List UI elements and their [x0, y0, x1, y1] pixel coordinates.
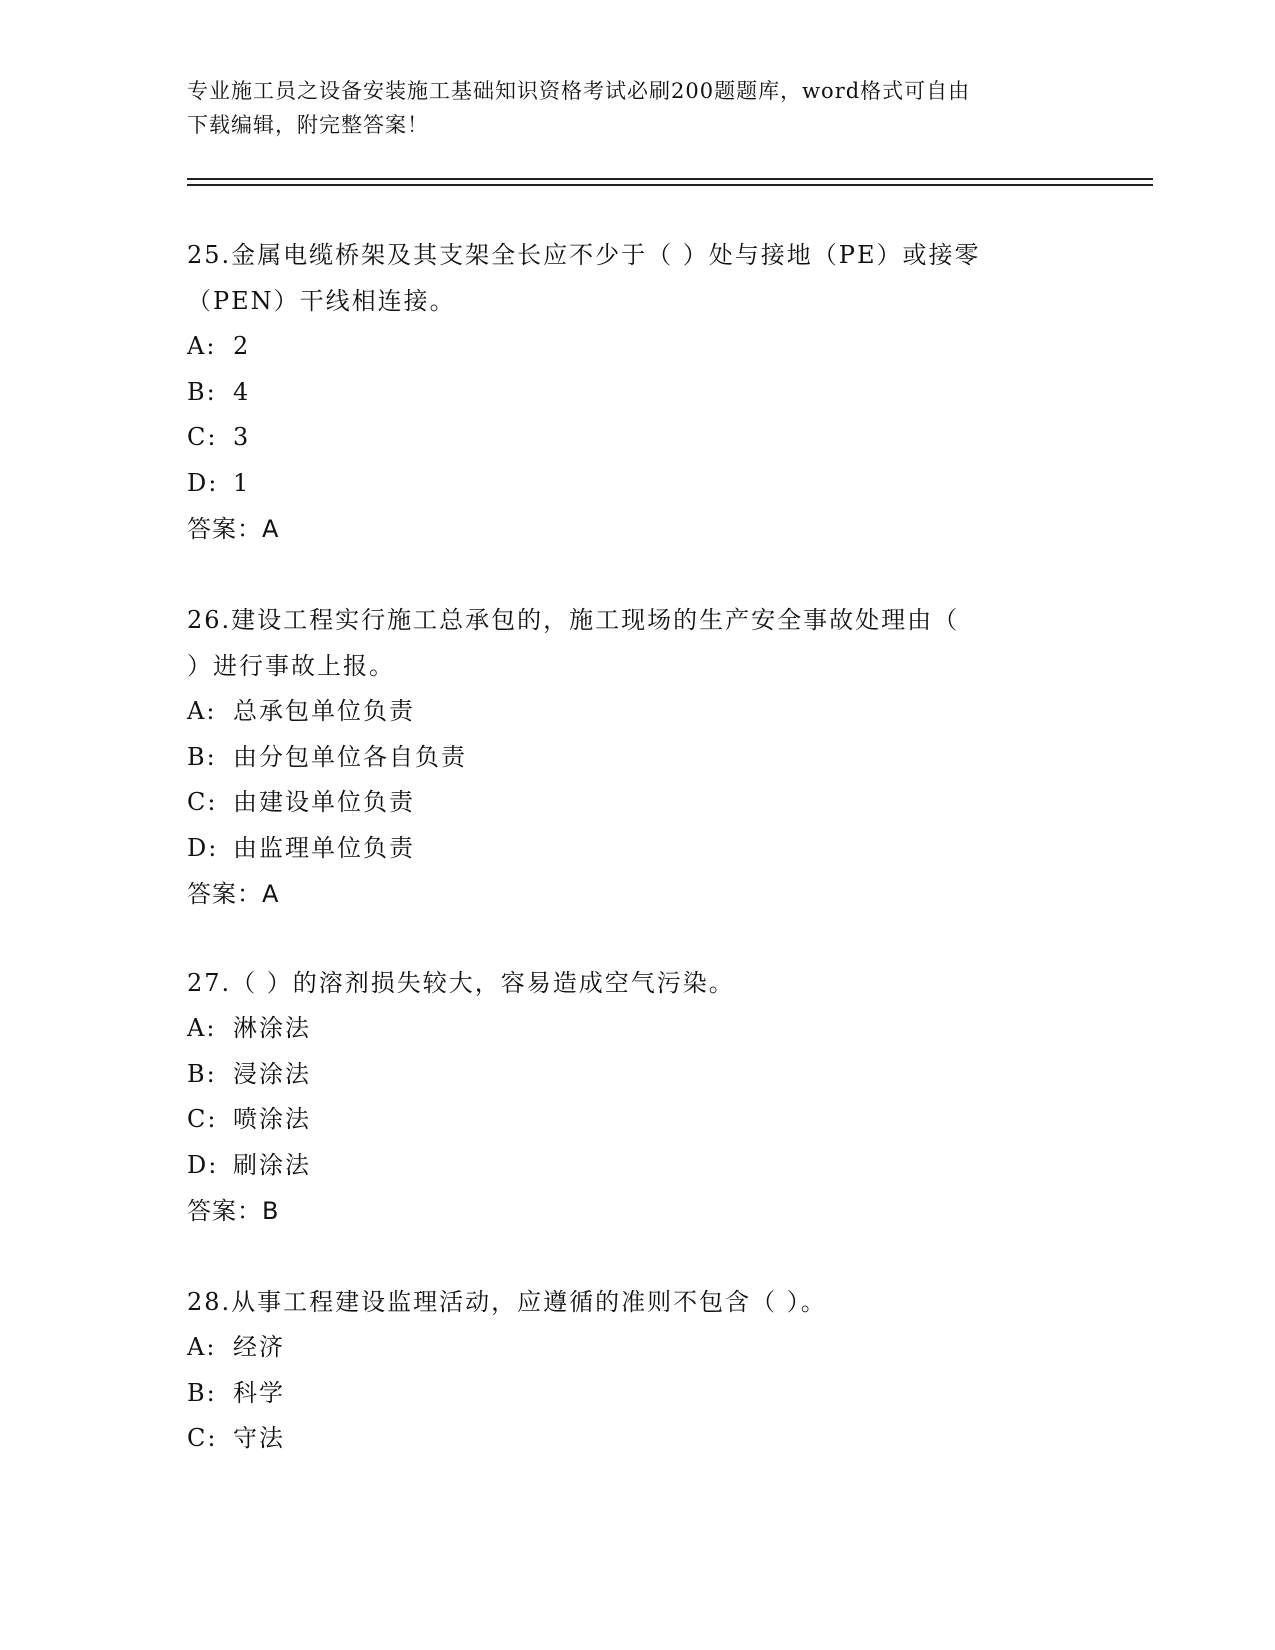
question-27 [187, 960, 1087, 1234]
header-line-2: 下载编辑，附完整答案！ [187, 113, 429, 137]
answer-label: 答案：A [187, 515, 280, 543]
option-b [187, 370, 1087, 416]
option-b [187, 1052, 1087, 1098]
option-letter: B: [187, 377, 217, 406]
header-divider-bottom [187, 184, 1153, 186]
option-letter: C: [187, 1424, 218, 1452]
option-text: 1 [233, 468, 251, 497]
option-d [187, 1143, 1087, 1189]
option-d [187, 826, 1087, 872]
question-26 [187, 597, 1087, 917]
option-b [187, 735, 1087, 781]
question-stem-line: 28.从事工程建设监理活动，应遵循的准则不包含（ ）。 [187, 1288, 827, 1316]
option-text: 守法 [233, 1424, 285, 1452]
option-b [187, 1371, 1087, 1417]
option-letter: D: [187, 833, 219, 862]
option-letter: C: [187, 1105, 218, 1133]
option-text: 喷涂法 [233, 1105, 311, 1133]
option-letter: D: [187, 468, 219, 497]
option-c [187, 415, 1087, 461]
option-letter: C: [187, 423, 218, 451]
header-line-1: 专业施工员之设备安装施工基础知识资格考试必刷200题题库，word格式可自由 [187, 79, 971, 103]
option-text: 总承包单位负责 [233, 697, 415, 725]
question-stem-line: （PEN）干线相连接。 [187, 287, 456, 315]
option-a [187, 324, 1087, 370]
option-letter: D: [187, 1150, 219, 1179]
option-letter: A: [187, 332, 217, 360]
question-stem-line: ）进行事故上报。 [187, 652, 395, 680]
question-28 [187, 1279, 1087, 1462]
option-text: 科学 [233, 1378, 285, 1407]
question-stem-line: 26.建设工程实行施工总承包的，施工现场的生产安全事故处理由（ [187, 606, 960, 634]
option-text: 4 [233, 377, 251, 406]
option-letter: C: [187, 788, 218, 816]
option-a [187, 689, 1087, 735]
option-text: 2 [233, 332, 251, 360]
question-stem-line: 25.金属电缆桥架及其支架全长应不少于（ ）处与接地（PE）或接零 [187, 241, 981, 269]
option-text: 经济 [233, 1333, 285, 1361]
option-letter: B: [187, 742, 217, 771]
header-divider-top [187, 178, 1153, 180]
question-stem-line: 27.（ ）的溶剂损失较大，容易造成空气污染。 [187, 969, 735, 997]
option-c [187, 1097, 1087, 1143]
option-c [187, 1416, 1087, 1462]
option-a [187, 1325, 1087, 1371]
option-letter: A: [187, 697, 217, 725]
option-letter: B: [187, 1059, 217, 1088]
option-text: 淋涂法 [233, 1014, 311, 1042]
option-text: 由分包单位各自负责 [233, 742, 467, 771]
option-text: 刷涂法 [233, 1150, 311, 1179]
option-letter: B: [187, 1378, 217, 1407]
document-header [187, 74, 1067, 142]
option-a [187, 1006, 1087, 1052]
option-text: 由监理单位负责 [233, 833, 415, 862]
option-text: 由建设单位负责 [233, 788, 415, 816]
option-c [187, 780, 1087, 826]
option-d [187, 461, 1087, 507]
answer-label: 答案：B [187, 1197, 280, 1225]
option-letter: A: [187, 1014, 217, 1042]
question-25 [187, 232, 1087, 552]
option-text: 浸涂法 [233, 1059, 311, 1088]
option-text: 3 [233, 423, 251, 451]
option-letter: A: [187, 1333, 217, 1361]
answer-label: 答案：A [187, 880, 280, 908]
